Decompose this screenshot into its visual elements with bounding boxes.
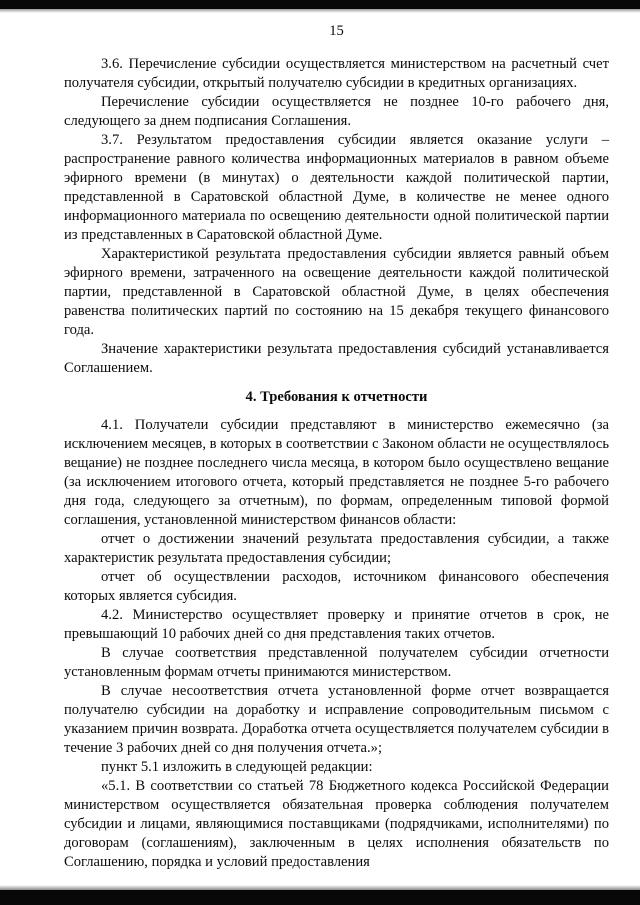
paragraph-clause-5-1-intro: пункт 5.1 изложить в следующей редакции:: [101, 759, 373, 775]
paragraph-report-results: отчет о достижении значений результата предоставления субсидии, а также характеристик результата предоставления субсидии;: [64, 531, 609, 566]
paragraph-result-characteristic: Характеристикой результата предоставления субсидии является равный объем эфирного времени, затраченного на освещение деятельности каждой политической партии, представленной в Саратовской областной Думе, в целях обеспечения равенства политических партий по состоянию на 15 декабря текущего финансового года.: [64, 246, 609, 338]
page-number: 15: [329, 23, 344, 39]
paragraph-reports-accepted: В случае соответствия представленной получателем субсидии отчетности установленным формам отчеты принимаются министерством.: [64, 645, 609, 680]
scan-edge-bottom: [0, 890, 640, 905]
paragraph-transfer-deadline: Перечисление субсидии осуществляется не позднее 10-го рабочего дня, следующего за днем подписания Соглашения.: [64, 94, 609, 129]
paragraph-4-2: 4.2. Министерство осуществляет проверку и принятие отчетов в срок, не превышающий 10 рабочих дней со дня представления таких отчетов.: [64, 607, 609, 642]
scan-edge-top: [0, 0, 640, 9]
paragraph-3-7: 3.7. Результатом предоставления субсидии является оказание услуги – распространение равного количества информационных материалов в равном объеме эфирного времени (в минутах) о деятельности каждой политической партии, представленной в Саратовской областной Думе, в количестве не менее одного информационного материала по освещению деятельности одной политической партии из представленных в Саратовской областной Думе.: [64, 132, 609, 243]
paragraph-report-expenses: отчет об осуществлении расходов, источником финансового обеспечения которых является субсидия.: [64, 569, 609, 604]
paragraph-report-returned: В случае несоответствия отчета установленной форме отчет возвращается получателю субсидии на доработку и исправление сопроводительным письмом с указанием причин возврата. Доработка отчета осуществляется получателем субсидии в течение 3 рабочих дней со дня получения отчета.»;: [64, 683, 609, 756]
document-content: [64, 22, 609, 872]
section-heading-reporting: 4. Требования к отчетности: [245, 389, 428, 405]
paragraph-5-1: «5.1. В соответствии со статьей 78 Бюджетного кодекса Российской Федерации министерством осуществляется обязательная проверка соблюдения получателем субсидии и лицами, являющимися поставщиками (подрядчиками, исполнителями) по договорам (соглашениям), заключенным в целях исполнения обязательств по Соглашению, порядка и условий предоставления: [64, 778, 609, 870]
paragraph-4-1: 4.1. Получатели субсидии представляют в министерство ежемесячно (за исключением месяцев, в которых в соответствии с Законом области не осуществлялось вещание) не позднее последнего числа месяца, в котором было осуществлено вещание (за исключением итогового отчета, который представляется не позднее 5-го рабочего дня года, следующего за отчетным), по формам, определенным типовой формой соглашения, установленной министерством финансов области:: [64, 417, 609, 528]
paragraph-characteristic-value: Значение характеристики результата предоставления субсидий устанавливается Соглашением.: [64, 341, 609, 376]
paragraph-3-6: 3.6. Перечисление субсидии осуществляется министерством на расчетный счет получателя субсидии, открытый получателю субсидии в кредитных организациях.: [64, 56, 609, 91]
